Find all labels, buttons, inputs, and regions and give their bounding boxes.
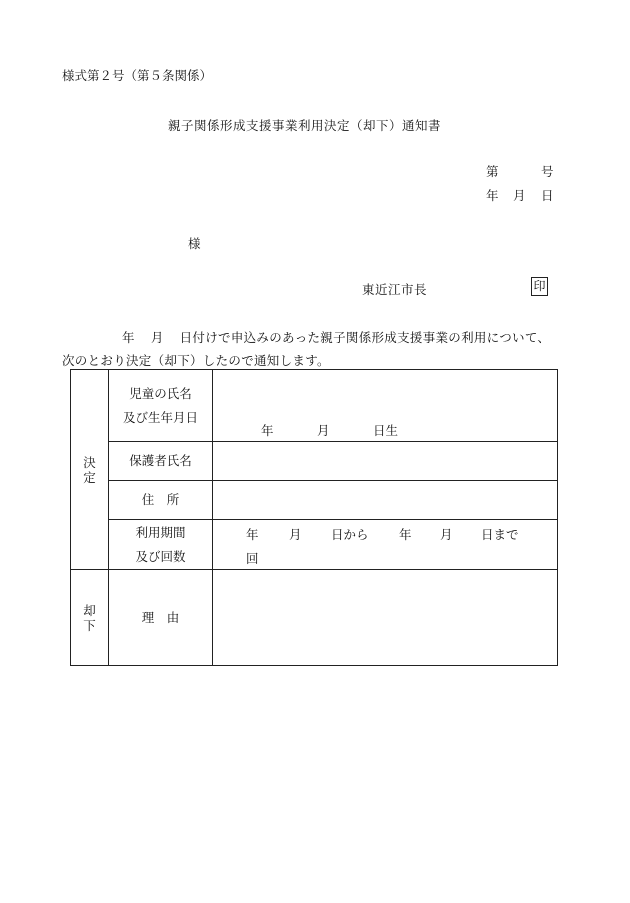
- table-row-child: [71, 370, 558, 442]
- reference-number-suffix: 号: [541, 164, 554, 179]
- decision-section-label: 決 定: [71, 370, 109, 570]
- addressee-honorific: 様: [188, 236, 201, 251]
- table-row-period: [71, 520, 558, 570]
- child-name-field[interactable]: [213, 370, 558, 442]
- period-start-month: 月: [289, 527, 302, 542]
- reason-label: 理 由: [109, 570, 213, 666]
- child-name-label: 児童の氏名 及び生年月日: [109, 370, 213, 442]
- body-line-1-text: 日付けで申込みのあった親子関係形成支援事業の利用について、: [179, 330, 551, 345]
- body-line-1: [122, 328, 550, 346]
- reference-number-label: 第: [486, 164, 499, 179]
- guardian-name-field[interactable]: [213, 442, 558, 481]
- issuer-name: 東近江市長: [362, 282, 428, 297]
- table-row-reason: [71, 570, 558, 666]
- table-row-guardian: [71, 442, 558, 481]
- period-until: 日まで: [481, 527, 519, 542]
- seal-mark: 印: [531, 277, 548, 296]
- body-month: 月: [150, 330, 164, 345]
- body-line-2: 次のとおり決定（却下）したので通知します。: [62, 353, 330, 368]
- period-end-month: 月: [440, 527, 453, 542]
- reason-field[interactable]: [213, 570, 558, 666]
- document-title: 親子関係形成支援事業利用決定（却下）通知書: [168, 118, 442, 133]
- form-number: 様式第２号（第５条関係）: [62, 68, 213, 83]
- address-label: 住 所: [109, 481, 213, 520]
- table-row-address: [71, 481, 558, 520]
- issue-date-year: 年: [486, 188, 499, 203]
- rejection-section-label: 却 下: [71, 570, 109, 666]
- child-birth-month: 月: [317, 423, 330, 438]
- body-year: 年: [122, 330, 135, 345]
- period-from: 日から: [331, 527, 369, 542]
- period-field[interactable]: [213, 520, 558, 570]
- decision-table: [70, 369, 558, 666]
- period-count: 回: [246, 551, 259, 566]
- child-birth-day: 日生: [373, 423, 399, 438]
- period-end-year: 年: [399, 527, 412, 542]
- issue-date-day: 日: [541, 188, 554, 203]
- period-label: 利用期間 及び回数: [109, 520, 213, 570]
- address-field[interactable]: [213, 481, 558, 520]
- guardian-name-label: 保護者氏名: [109, 442, 213, 481]
- issue-date-month: 月: [513, 188, 526, 203]
- period-start-year: 年: [246, 527, 259, 542]
- child-birth-year: 年: [261, 423, 274, 438]
